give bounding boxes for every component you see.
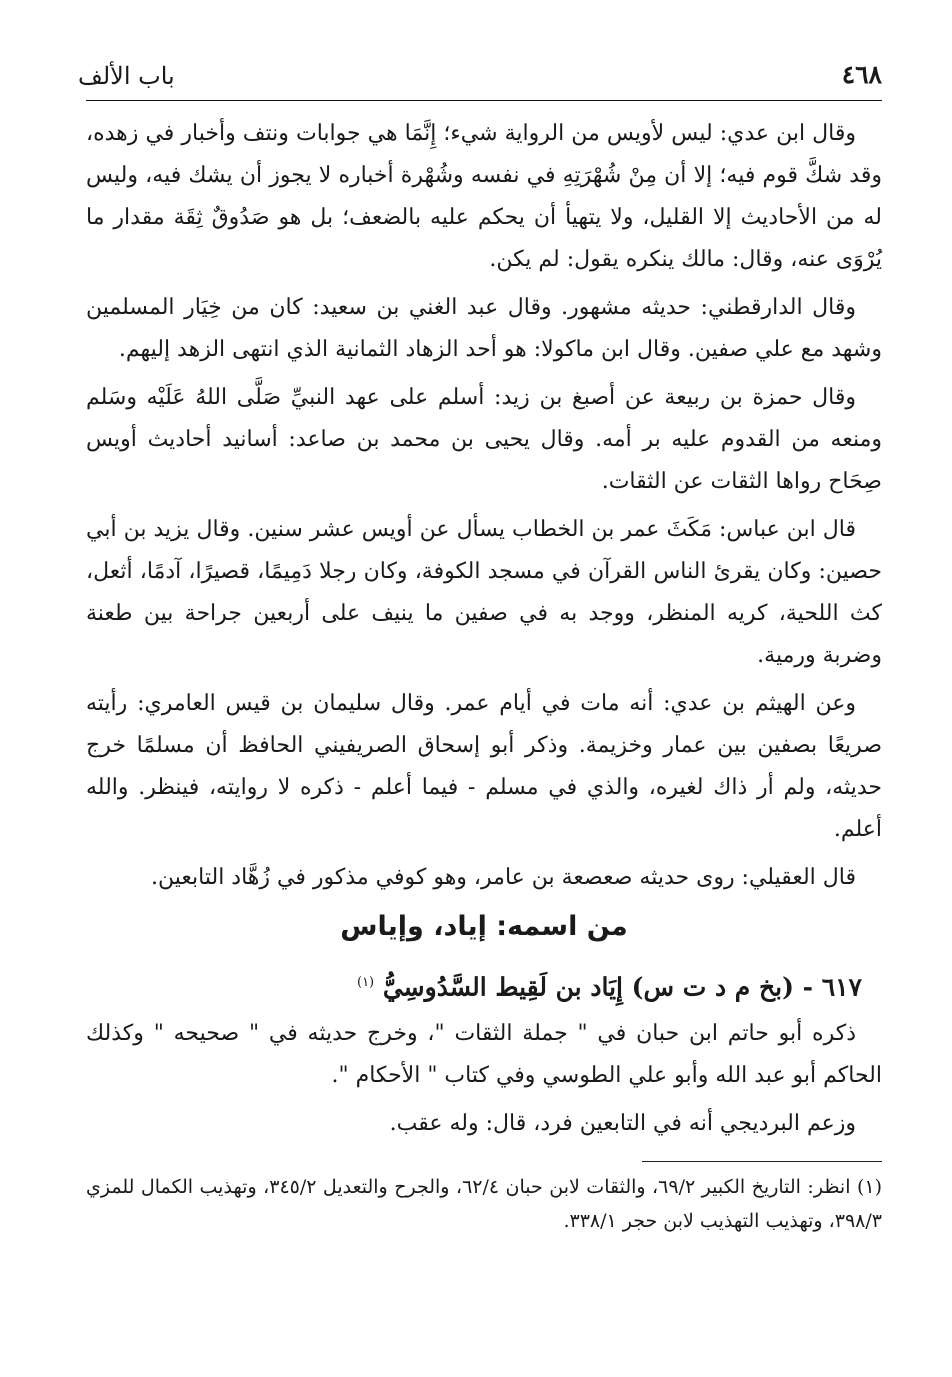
footnote: (١) انظر: التاريخ الكبير ٦٩/٢، والثقات لابن حبان ٦٢/٤، والجرح والتعديل ٣٤٥/٢، وتهذيب الكمال للمزي ٣٩٨/٣، وتهذيب التهذيب لابن حجر ٣٣٨/١.	[86, 1176, 882, 1233]
entry-paragraph: وزعم البرديجي أنه في التابعين فرد، قال: وله عقب.	[389, 1111, 856, 1137]
paragraph: قال العقيلي: روى حديثه صعصعة بن عامر، وهو كوفي مذكور في زُهَّاد التابعين.	[151, 865, 856, 890]
footnote-divider	[642, 1161, 882, 1162]
paragraph: وعن الهيثم بن عدي: أنه مات في أيام عمر. وقال سليمان بن قيس العامري: رأيته صريعًا بصفين بين عمار وخزيمة. وذكر أبو إسحاق الصريفيني الحافظ أن مسلمًا خرج حديثه، ولم أر ذاك لغيره، والذي في مسلم - فيما أعلم - ذكره لا روايته، فينظر. والله أعلم.	[86, 691, 882, 842]
section-heading: من اسمه: إياد، وإياس	[340, 911, 628, 942]
page-number: ٤٦٨	[841, 60, 882, 89]
entry-paragraph: ذكره أبو حاتم ابن حبان في " جملة الثقات "، وخرج حديثه في " صحيحه " وكذلك الحاكم أبو عبد الله وأبو علي الطوسي وفي كتاب " الأحكام ".	[86, 1021, 882, 1089]
footnote-reference: (١)	[356, 975, 375, 990]
main-text	[86, 113, 882, 1145]
entry-title: ٦١٧ - (بخ م د ت س) إِيَاد بن لَقِيط السَّدُوسِيُّ	[382, 972, 862, 1002]
paragraph: قال ابن عباس: مَكَثَ عمر بن الخطاب يسأل عن أويس عشر سنين. وقال يزيد بن أبي حصين: وكان يقرئ الناس القرآن في مسجد الكوفة، وكان رجلا دَمِيمًا، قصيرًا، آدمًا، أثعل، كث اللحية، كريه المنظر، ووجد به في صفين ما ينيف على أربعين جراحة بين طعنة وضربة ورمية.	[86, 517, 882, 668]
entry-heading	[86, 961, 882, 1009]
paragraph: وقال الدارقطني: حديثه مشهور. وقال عبد الغني بن سعيد: كان من خِيَار المسلمين وشهد مع علي صفين. وقال ابن ماكولا: هو أحد الزهاد الثمانية الذي انتهى الزهد إليهم.	[86, 295, 882, 362]
page-header	[78, 56, 882, 101]
running-title: باب الألف	[78, 62, 175, 90]
book-page	[78, 56, 882, 1356]
paragraph: وقال حمزة بن ربيعة عن أصبغ بن زيد: أسلم على عهد النبيِّ صَلَّى اللهُ عَلَيْه وسَلم ومنعه من القدوم عليه بر أمه. وقال يحيى بن محمد بن صاعد: أسانيد أحاديث أويس صِحَاح رواها الثقات عن الثقات.	[86, 385, 882, 494]
footnotes	[86, 1170, 882, 1238]
paragraph: وقال ابن عدي: ليس لأويس من الرواية شيء؛ إِنَّمَا هي جوابات ونتف وأخبار في زهده، وقد شكَّ قوم فيه؛ إلا أن مِنْ شُهْرَتِهِ في نفسه وشُهْرة أخباره لا يجوز أن يشك فيه، وليس له من الأحاديث إلا القليل، ولا يتهيأ أن يحكم عليه بالضعف؛ بل هو صَدُوقٌ ثِقَة مقدار ما يُرْوَى عنه، وقال: مالك ينكره يقول: لم يكن.	[86, 121, 882, 272]
